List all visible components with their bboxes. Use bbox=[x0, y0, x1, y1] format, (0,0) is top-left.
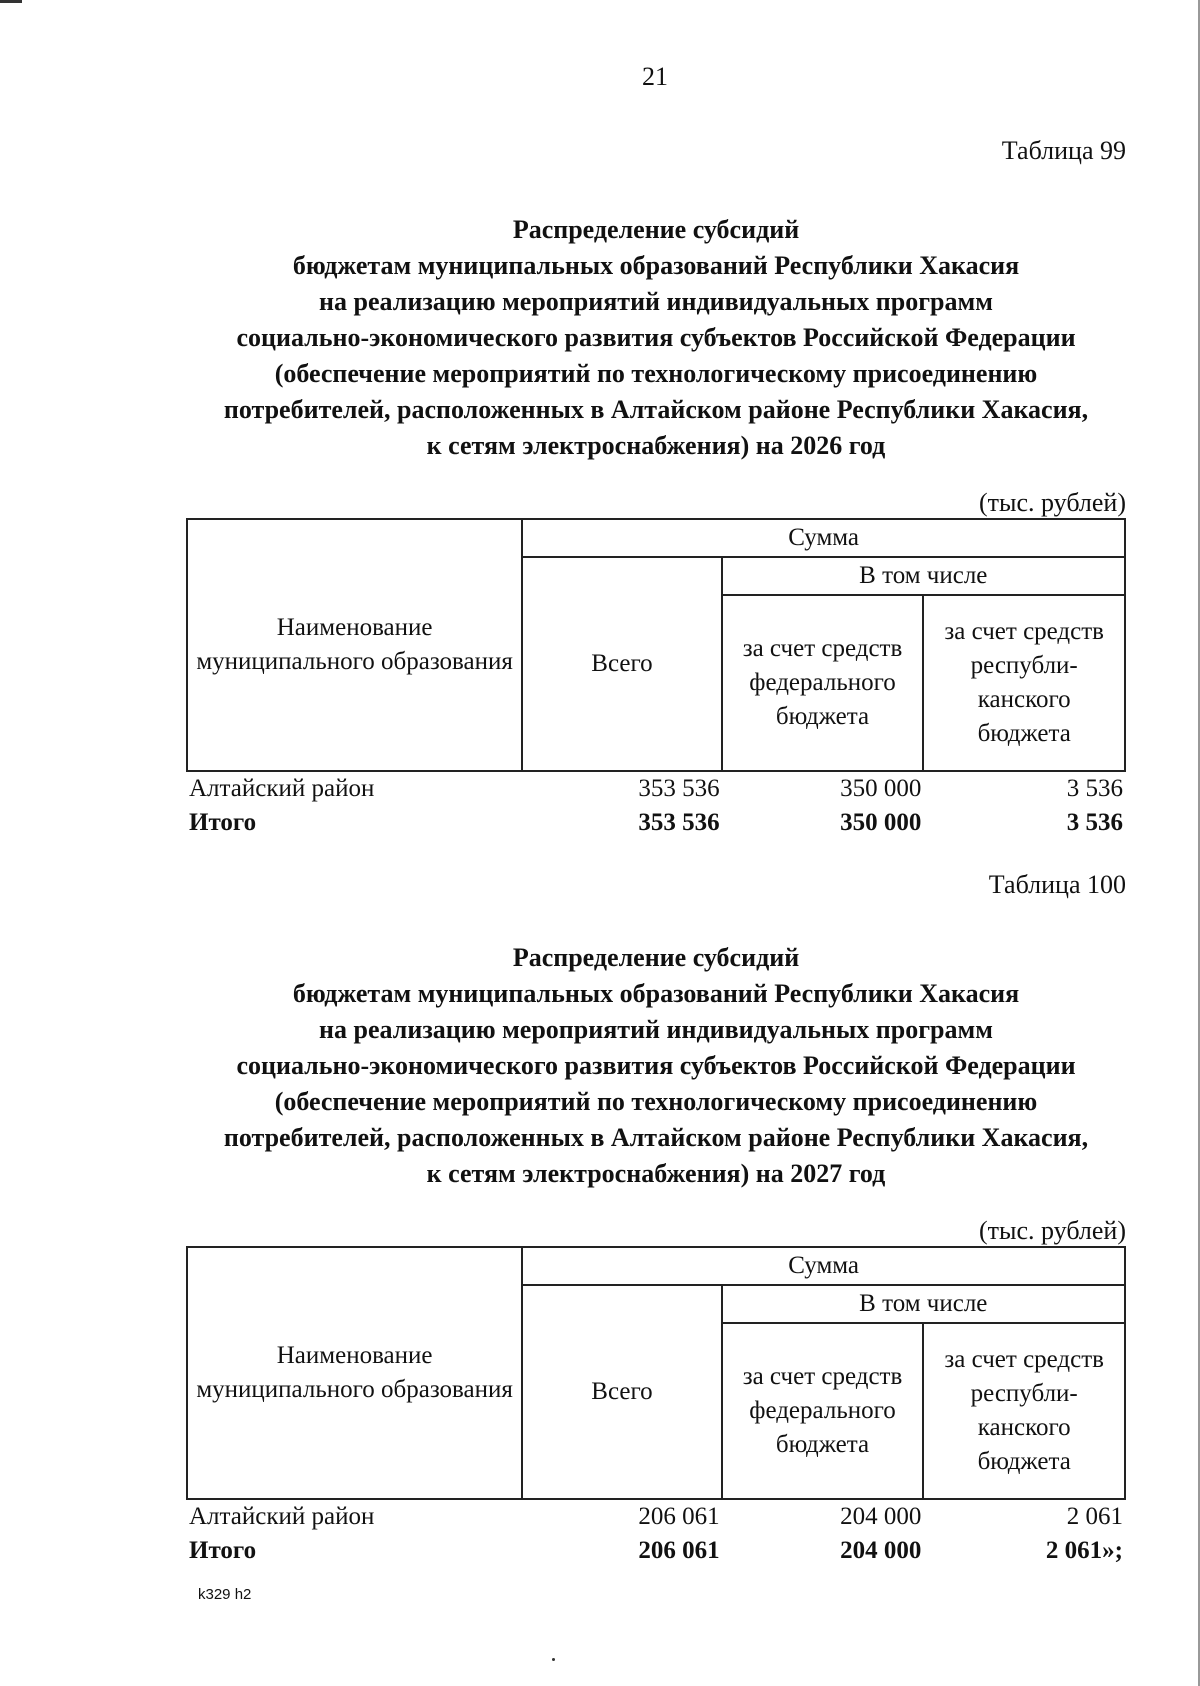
header-including: В том числе bbox=[722, 1285, 1125, 1323]
header-sum: Сумма bbox=[522, 519, 1125, 557]
row-federal: 204 000 bbox=[840, 1503, 922, 1530]
title-line: бюджетам муниципальных образований Республики Хакасия bbox=[292, 251, 1020, 280]
total-republican: 3 536 bbox=[1066, 809, 1123, 836]
row-name: Алтайский район bbox=[189, 775, 375, 802]
row-total: 353 536 bbox=[638, 775, 720, 802]
title-line: бюджетам муниципальных образований Республики Хакасия bbox=[292, 979, 1020, 1008]
row-federal: 350 000 bbox=[840, 775, 922, 802]
total-row bbox=[187, 1534, 1125, 1568]
title-line: потребителей, расположенных в Алтайском районе Республики Хакасия, bbox=[223, 1123, 1089, 1152]
scan-dot bbox=[552, 1658, 555, 1661]
title-line: к сетям электроснабжения) на 2026 год bbox=[426, 431, 886, 460]
page-number: 21 bbox=[642, 62, 668, 91]
title-line: к сетям электроснабжения) на 2027 год bbox=[426, 1159, 886, 1188]
title-line: Распределение субсидий bbox=[512, 215, 800, 244]
header-federal: за счет средств федерального бюджета bbox=[722, 595, 924, 771]
header-name: Наименование муниципального образования bbox=[187, 1247, 522, 1499]
table-label: Таблица 100 bbox=[988, 870, 1126, 899]
footer-code: k329 h2 bbox=[198, 1586, 252, 1603]
title-line: социально-экономического развития субъектов Российской Федерации bbox=[236, 1051, 1076, 1080]
title-line: Распределение субсидий bbox=[512, 943, 800, 972]
row-republican: 3 536 bbox=[1066, 775, 1123, 802]
units-label: (тыс. рублей) bbox=[978, 488, 1126, 517]
table-row bbox=[187, 1499, 1125, 1534]
units-label: (тыс. рублей) bbox=[978, 1216, 1126, 1245]
total-name: Итого bbox=[189, 1537, 257, 1564]
total-row bbox=[187, 806, 1125, 840]
header-federal: за счет средств федерального бюджета bbox=[722, 1323, 924, 1499]
title-line: потребителей, расположенных в Алтайском районе Республики Хакасия, bbox=[223, 395, 1089, 424]
table-title bbox=[186, 212, 1126, 464]
header-republican: за счет средств республи-канского бюджета bbox=[923, 1323, 1125, 1499]
title-line: социально-экономического развития субъектов Российской Федерации bbox=[236, 323, 1076, 352]
table-row bbox=[187, 771, 1125, 806]
row-total: 206 061 bbox=[638, 1503, 720, 1530]
subsidy-table bbox=[186, 518, 1126, 840]
total-total: 353 536 bbox=[638, 809, 720, 836]
total-name: Итого bbox=[189, 809, 257, 836]
table-99-section bbox=[186, 136, 1126, 840]
row-name: Алтайский район bbox=[189, 1503, 375, 1530]
header-total: Всего bbox=[522, 1285, 721, 1499]
title-line: на реализацию мероприятий индивидуальных программ bbox=[319, 287, 993, 316]
subsidy-table bbox=[186, 1246, 1126, 1568]
header-sum: Сумма bbox=[522, 1247, 1125, 1285]
header-total: Всего bbox=[522, 557, 721, 771]
title-line: (обеспечение мероприятий по технологическому присоединению bbox=[274, 1087, 1038, 1116]
table-label: Таблица 99 bbox=[1001, 136, 1126, 165]
header-name: Наименование муниципального образования bbox=[187, 519, 522, 771]
row-republican: 2 061 bbox=[1066, 1503, 1123, 1530]
header-republican: за счет средств республи-канского бюджета bbox=[923, 595, 1125, 771]
total-federal: 204 000 bbox=[840, 1537, 922, 1564]
scan-corner-mark bbox=[0, 0, 22, 3]
total-republican: 2 061»; bbox=[1045, 1537, 1123, 1564]
total-federal: 350 000 bbox=[840, 809, 922, 836]
table-100-section bbox=[186, 870, 1126, 1568]
table-title bbox=[186, 940, 1126, 1192]
header-including: В том числе bbox=[722, 557, 1125, 595]
title-line: на реализацию мероприятий индивидуальных программ bbox=[319, 1015, 993, 1044]
total-total: 206 061 bbox=[638, 1537, 720, 1564]
title-line: (обеспечение мероприятий по технологическому присоединению bbox=[274, 359, 1038, 388]
